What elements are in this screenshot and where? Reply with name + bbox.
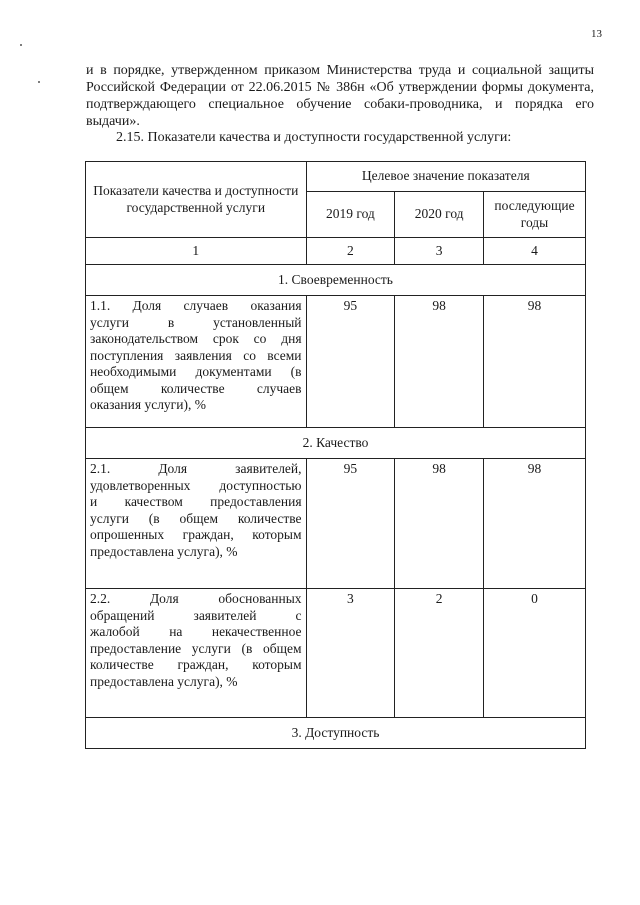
section-row xyxy=(86,265,586,296)
header-year-2020: 2020 год xyxy=(395,192,484,238)
scan-speck xyxy=(20,44,22,46)
indicator-line: услуги в установленный xyxy=(90,314,302,330)
indicator-line: 2.1. Доля заявителей, xyxy=(90,461,302,476)
indicator-line: обращений заявителей с xyxy=(90,607,302,623)
value-2020: 2 xyxy=(395,589,484,718)
indicator-line: необходимыми документами (в xyxy=(90,364,302,379)
table-row xyxy=(86,589,586,718)
header-later-years: последующие годы xyxy=(484,192,586,238)
value-2019: 95 xyxy=(306,459,395,589)
page-number: 13 xyxy=(591,28,602,40)
header-target: Целевое значение показателя xyxy=(306,162,585,192)
header-year-2019: 2019 год xyxy=(306,192,395,238)
header-indicator: Показатели качества и доступности государственной услуги xyxy=(86,162,307,238)
indicator-line: 2.2. Доля обоснованных xyxy=(90,591,302,606)
section-title-accessibility: 3. Доступность xyxy=(86,718,586,749)
indicator-line: законодательством срок со дня xyxy=(90,331,302,346)
value-later-years: 98 xyxy=(484,459,586,589)
column-number: 2 xyxy=(306,238,395,265)
section-row xyxy=(86,718,586,749)
table-row xyxy=(86,459,586,589)
indicator-cell xyxy=(86,589,307,718)
indicator-line: предоставлена услуга), % xyxy=(90,543,238,559)
scan-speck xyxy=(38,81,40,83)
section-title-timeliness: 1. Своевременность xyxy=(86,265,586,296)
indicator-line: количестве граждан, которым xyxy=(90,657,302,672)
indicator-line: услуги (в общем количестве xyxy=(90,510,302,526)
indicator-line: предоставлена услуга), % xyxy=(90,673,238,689)
column-number: 3 xyxy=(395,238,484,265)
section-title: 2.15. Показатели качества и доступности государственной услуги: xyxy=(116,130,512,145)
value-later-years: 98 xyxy=(484,296,586,428)
indicator-line: поступления заявления со всеми xyxy=(90,347,302,363)
indicator-cell xyxy=(86,296,307,428)
intro-paragraph: и в порядке, утвержденном приказом Министерства труда и социальной защиты Российской Федерации от 22.06.2015 № 386н «Об утверждении формы документа, подтверждающего специальное обучение собаки-проводника, и порядка его выдачи». xyxy=(86,63,594,129)
indicator-line: 1.1. Доля случаев оказания xyxy=(90,298,302,313)
indicator-line: жалобой на некачественное xyxy=(90,624,302,639)
value-2020: 98 xyxy=(395,459,484,589)
section-title-quality: 2. Качество xyxy=(86,428,586,459)
section-row xyxy=(86,428,586,459)
quality-indicators-table xyxy=(85,161,586,749)
column-number: 1 xyxy=(86,238,307,265)
indicator-line: и качеством предоставления xyxy=(90,494,302,509)
indicator-cell xyxy=(86,459,307,589)
indicator-line: общем количестве случаев xyxy=(90,380,302,396)
indicator-line: опрошенных граждан, которым xyxy=(90,527,302,542)
value-later-years: 0 xyxy=(484,589,586,718)
column-number: 4 xyxy=(484,238,586,265)
header-row xyxy=(86,162,586,192)
value-2019: 95 xyxy=(306,296,395,428)
value-2020: 98 xyxy=(395,296,484,428)
value-2019: 3 xyxy=(306,589,395,718)
indicator-line: предоставление услуги (в общем xyxy=(90,640,302,656)
indicator-line: удовлетворенных доступностью xyxy=(90,477,302,493)
table-row xyxy=(86,296,586,428)
column-numbers-row xyxy=(86,238,586,265)
indicator-line: оказания услуги), % xyxy=(90,397,206,412)
